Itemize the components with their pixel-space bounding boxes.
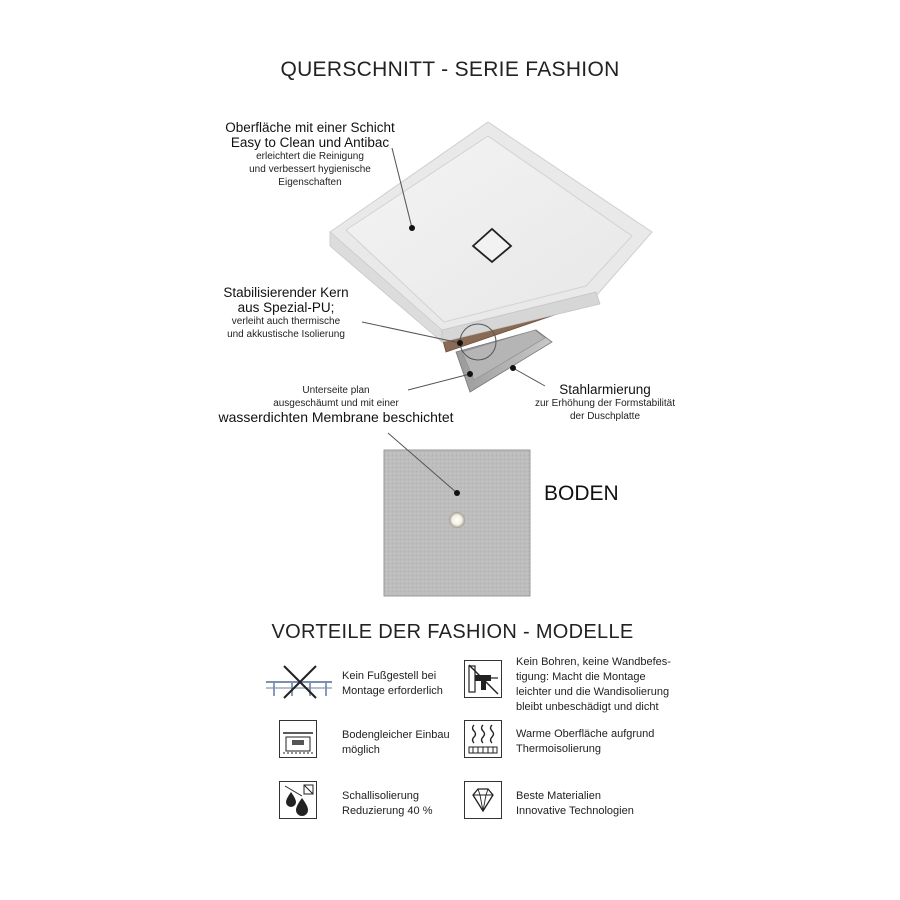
callout-core — [196, 285, 376, 341]
floor-label: BODEN — [544, 482, 619, 505]
core-dot — [457, 340, 463, 346]
advantage-text: leichter und die Wandisolierung — [516, 686, 670, 698]
advantage-text: Kein Bohren, keine Wandbefes- — [516, 656, 671, 668]
surface-dot — [409, 225, 415, 231]
advantage-no-drilling — [516, 655, 671, 715]
advantage-text: Reduzierung 40 % — [342, 805, 433, 817]
core-desc-2: und akkustische Isolierung — [227, 329, 345, 340]
advantage-warm-surface — [516, 727, 654, 757]
underside-desc-2: ausgeschäumt und mit einer — [273, 398, 399, 409]
advantage-text: Montage erforderlich — [342, 685, 443, 697]
advantage-floor-level — [342, 728, 450, 758]
core-desc-1: verleiht auch thermische — [231, 316, 341, 327]
floor-drain-hole — [449, 512, 465, 528]
steel-title: Stahlarmierung — [559, 382, 651, 397]
surface-desc-2: und verbessert hygienische — [249, 164, 371, 175]
sound-insulation-icon — [279, 781, 317, 819]
underside-dot — [467, 371, 473, 377]
surface-title-2: Easy to Clean und Antibac — [230, 135, 390, 150]
advantage-text: Bodengleicher Einbau — [342, 729, 450, 741]
advantage-no-frame — [342, 669, 443, 699]
advantage-sound-insulation — [342, 789, 433, 819]
advantages-title: VORTEILE DER FASHION - MODELLE — [271, 621, 634, 643]
no-frame-icon — [262, 662, 336, 704]
steel-desc-1: zur Erhöhung der Formstabilität — [534, 398, 676, 409]
core-title-2: aus Spezial-PU; — [237, 300, 335, 315]
advantage-text: möglich — [342, 744, 380, 756]
warm-surface-icon — [464, 720, 502, 758]
surface-desc-3: Eigenschaften — [278, 177, 342, 188]
advantage-text: Beste Materialien — [516, 790, 601, 802]
callout-surface — [210, 120, 410, 189]
advantage-text: tigung: Macht die Montage — [516, 671, 646, 683]
page-title: QUERSCHNITT - SERIE FASHION — [280, 58, 620, 81]
core-title-1: Stabilisierender Kern — [223, 285, 349, 300]
advantage-text: Schallisolierung — [342, 790, 420, 802]
floor-illustration — [370, 425, 540, 600]
floor-dot — [454, 490, 460, 496]
advantage-text: bleibt unbeschädigt und dicht — [516, 701, 659, 713]
underside-desc-1: Unterseite plan — [302, 385, 370, 396]
diamond-icon — [464, 781, 502, 819]
advantage-text: Warme Oberfläche aufgrund — [516, 728, 655, 740]
advantage-text: Innovative Technologien — [516, 805, 634, 817]
advantage-materials — [516, 789, 634, 819]
steel-dot — [510, 365, 516, 371]
advantage-text: Kein Fußgestell bei — [342, 670, 437, 682]
advantage-text: Thermoisolierung — [516, 743, 601, 755]
callout-underside — [216, 384, 456, 425]
surface-desc-1: erleichtert die Reinigung — [256, 151, 364, 162]
underside-title: wasserdichten Membrane beschichtet — [218, 409, 454, 425]
steel-desc-2: der Duschplatte — [569, 411, 641, 422]
no-drilling-icon — [464, 660, 502, 698]
surface-title-1: Oberfläche mit einer Schicht — [225, 120, 395, 135]
floor-level-icon — [279, 720, 317, 758]
callout-steel — [520, 382, 690, 423]
